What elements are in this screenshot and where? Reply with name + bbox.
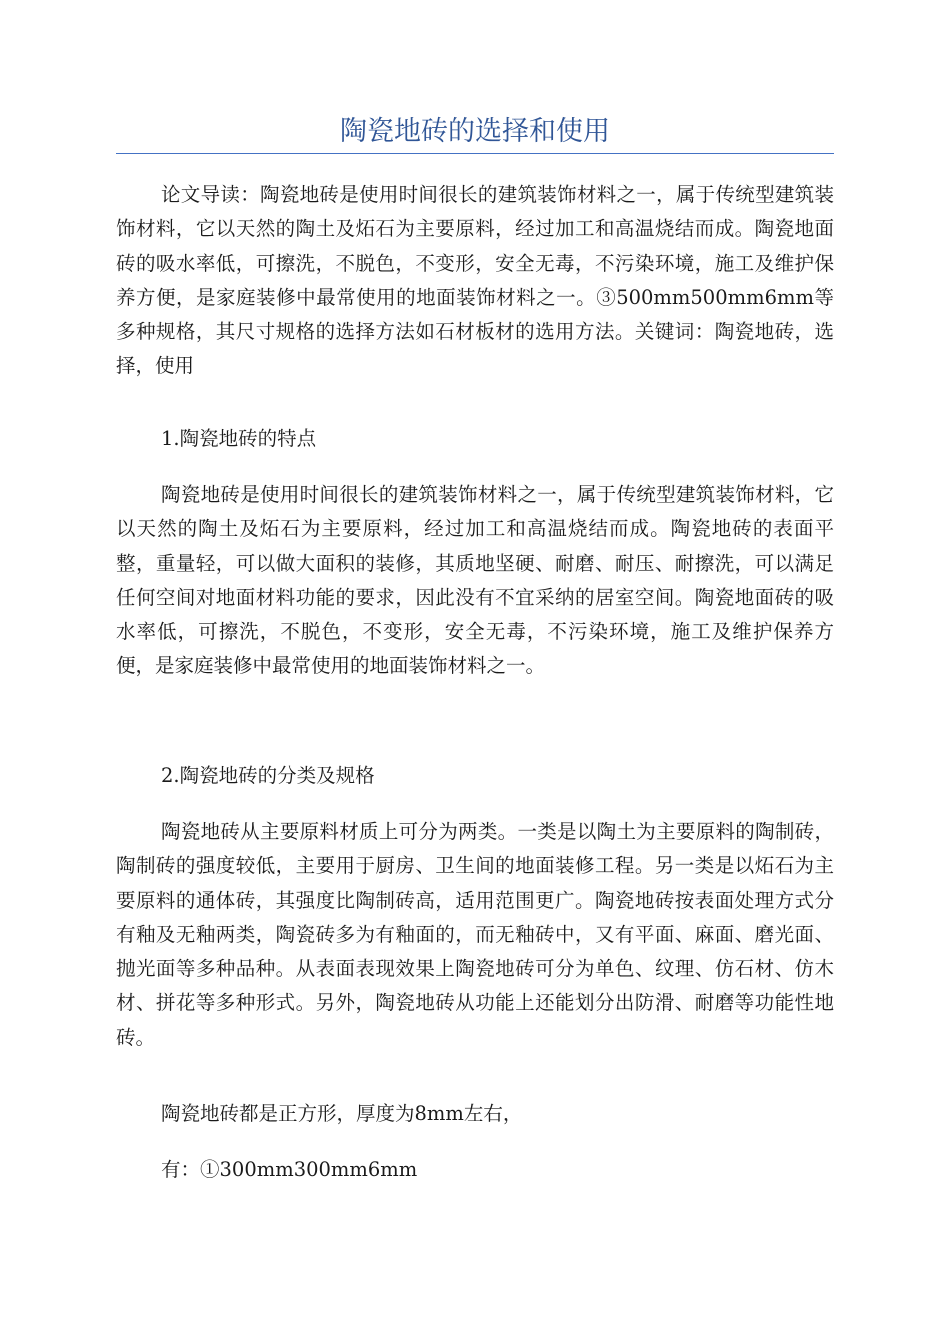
section-2-paragraph: 陶瓷地砖从主要原料材质上可分为两类。一类是以陶土为主要原料的陶制砖，陶制砖的强度较低，主要用于厨房、卫生间的地面装修工程。另一类是以炻石为主要原料的通体砖，其强度比陶制砖高，适用范围更广。陶瓷地砖按表面处理方式分有釉及无釉两类，陶瓷砖多为有釉面的，而无釉砖中，又有平面、麻面、磨光面、抛光面等多种品种。从表面表现效果上陶瓷地砖可分为单色、纹理、仿石材、仿木材、拼花等多种形式。另外，陶瓷地砖从功能上还能划分出防滑、耐磨等功能性地砖。 [116, 820, 834, 1049]
abstract-paragraph: 论文导读：陶瓷地砖是使用时间很长的建筑装饰材料之一，属于传统型建筑装饰材料，它以天然的陶土及炻石为主要原料，经过加工和高温烧结而成。陶瓷地面砖的吸水率低，可擦洗，不脱色，不变形，安全无毒，不污染环境，施工及维护保养方便，是家庭装修中最常使用的地面装饰材料之一。③500mm500mm6mm等多种规格，其尺寸规格的选择方法如石材板材的选用方法。关键词：陶瓷地砖，选择，使用 [116, 183, 834, 378]
section-heading-1: 1.陶瓷地砖的特点 [161, 427, 317, 450]
section-1-paragraph: 陶瓷地砖是使用时间很长的建筑装饰材料之一，属于传统型建筑装饰材料，它以天然的陶土及炻石为主要原料，经过加工和高温烧结而成。陶瓷地砖的表面平整，重量轻，可以做大面积的装修，其质地坚硬、耐磨、耐压、耐擦洗，可以满足任何空间对地面材料功能的要求，因此没有不宜采纳的居室空间。陶瓷地面砖的吸水率低，可擦洗，不脱色，不变形，安全无毒，不污染环境，施工及维护保养方便，是家庭装修中最常使用的地面装饰材料之一。 [116, 483, 834, 678]
tile-size-list-item: 有：①300mm300mm6mm [161, 1158, 418, 1181]
tile-size-paragraph: 陶瓷地砖都是正方形，厚度为8mm左右， [161, 1102, 523, 1125]
document-title: 陶瓷地砖的选择和使用 [340, 116, 610, 147]
title-underline [116, 153, 834, 154]
section-heading-2: 2.陶瓷地砖的分类及规格 [161, 764, 375, 787]
